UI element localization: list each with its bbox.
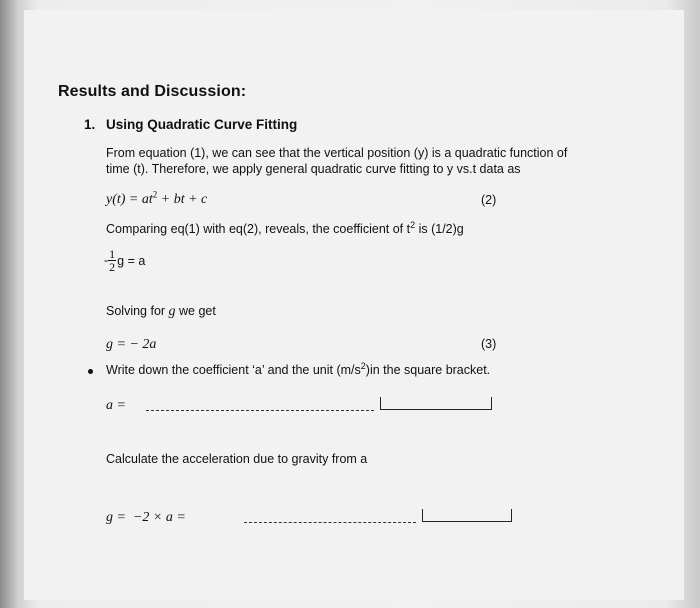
- equation-3-expr: g = − 2a: [106, 337, 157, 352]
- one-half-fraction: [108, 248, 116, 273]
- section-number: 1.: [84, 117, 96, 132]
- intro-line-1: From equation (1), we can see that the vertical position (y) is a quadratic function of: [106, 146, 568, 160]
- solving-var: g: [168, 304, 176, 319]
- equation-2-power: 2: [152, 189, 158, 200]
- fraction-numerator: 1: [109, 247, 116, 261]
- bullet-point: [88, 369, 93, 374]
- equation-2-lhs: y(t) = at: [106, 192, 153, 207]
- solving-prefix: Solving for: [106, 304, 169, 318]
- equation-2-label: (2): [481, 193, 497, 207]
- equation-2: [106, 189, 208, 207]
- bullet-end: )in the square bracket.: [365, 363, 491, 377]
- g-formula: [106, 510, 186, 525]
- half-rest: g = a: [117, 253, 146, 268]
- g-unit-bracket[interactable]: [422, 509, 512, 522]
- a-label: [106, 398, 126, 413]
- intro-line-2: time (t). Therefore, we apply general quadratic curve fitting to y vs.t data as: [106, 162, 521, 176]
- comparing-main: Comparing eq(1) with eq(2), reveals, the coefficient of t: [106, 222, 411, 236]
- g-formula-text: g = −2 × a =: [106, 510, 186, 525]
- fraction-denominator: 2: [109, 260, 116, 274]
- a-answer-blank[interactable]: [146, 410, 374, 411]
- comparing-power: 2: [410, 219, 416, 230]
- solving-text: [106, 304, 216, 319]
- page-heading: Results and Discussion:: [58, 83, 247, 100]
- comparing-suffix: is (1/2)g: [415, 222, 464, 236]
- comparing-text: [106, 219, 464, 237]
- a-label-text: a =: [106, 398, 126, 413]
- equation-3-label: (3): [481, 337, 497, 351]
- equation-2-rhs: + bt + c: [157, 192, 208, 207]
- g-answer-blank[interactable]: [244, 522, 416, 523]
- bullet-instruction: [106, 360, 491, 378]
- calc-instruction: Calculate the acceleration due to gravity from a: [106, 452, 368, 466]
- half-g-equation: [104, 248, 145, 273]
- equation-3: [106, 337, 156, 352]
- section-title: Using Quadratic Curve Fitting: [106, 117, 298, 132]
- bullet-power: 2: [360, 360, 366, 371]
- solving-suffix: we get: [175, 304, 216, 318]
- a-unit-bracket[interactable]: [380, 397, 492, 410]
- bullet-main: Write down the coefficient ‘a’ and the unit (m/s: [106, 363, 361, 377]
- half-sign: -: [104, 253, 109, 268]
